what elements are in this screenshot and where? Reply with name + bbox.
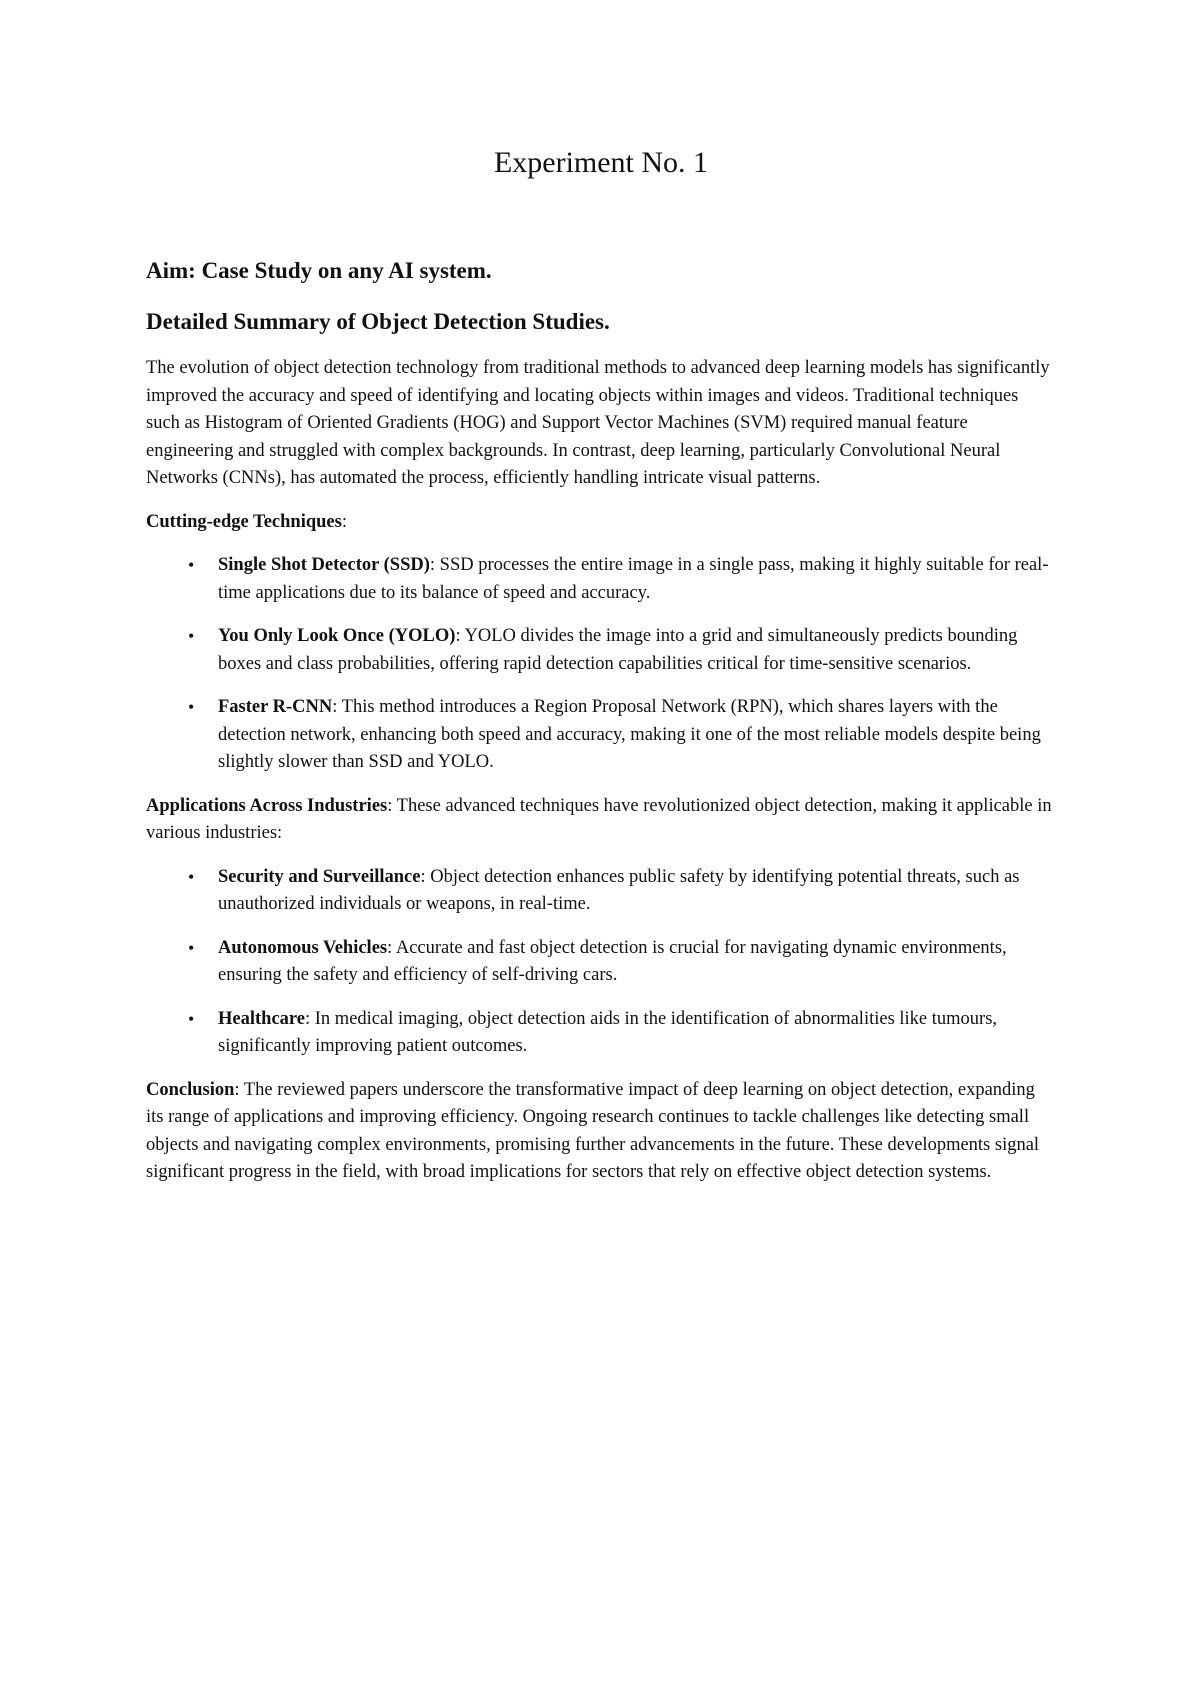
list-item-ssd	[146, 552, 1056, 607]
application-text: : In medical imaging, object detection aids in the identification of abnormalities like tumours, significantly improving patient outcomes.	[218, 1008, 998, 1056]
applications-intro: : These advanced techniques have revolutionized object detection, making it applicable in various industries:	[146, 795, 1052, 843]
techniques-list	[146, 552, 1056, 777]
technique-label: You Only Look Once (YOLO)	[218, 626, 456, 646]
application-label: Autonomous Vehicles	[218, 937, 388, 958]
techniques-heading-colon: :	[341, 511, 347, 532]
list-item-security	[146, 864, 1056, 919]
conclusion-heading: Conclusion	[146, 1079, 235, 1100]
applications-list	[146, 864, 1056, 1061]
intro-paragraph: The evolution of object detection technology from traditional methods to advanced deep learning models has significantly improved the accuracy and speed of identifying and locating objects within images and videos. Traditional techniques such as Histogram of Oriented Gradients (HOG) and Support Vector Machines (SVM) required manual feature engineering and struggled with complex backgrounds. In contrast, deep learning, particularly Convolutional Neural Networks (CNNs), has automated the process, efficiently handling intricate visual patterns.	[146, 358, 1050, 488]
page-title: Experiment No. 1	[493, 146, 709, 179]
technique-text: : SSD processes the entire image in a single pass, making it highly suitable for real-time applications due to its balance of speed and accuracy.	[218, 555, 1049, 603]
techniques-heading-paragraph	[146, 509, 1056, 537]
summary-heading: Detailed Summary of Object Detection Studies.	[146, 309, 610, 334]
bullet-icon: •	[188, 937, 195, 958]
bullet-icon: •	[188, 626, 195, 646]
aim-heading: Aim: Case Study on any AI system.	[146, 258, 492, 283]
application-label: Healthcare	[218, 1008, 305, 1029]
applications-paragraph	[146, 793, 1056, 848]
bullet-icon: •	[188, 555, 195, 575]
conclusion-text: : The reviewed papers underscore the transformative impact of deep learning on object detection, expanding its range of applications and improving efficiency. Ongoing research continues to tackle challenges like detecting small objects and navigating complex environments, promising further advancements in the future. These developments signal significant progress in the field, with broad implications for sectors that rely on effective object detection systems.	[146, 1079, 1040, 1182]
bullet-icon: •	[188, 866, 195, 887]
application-text: : Object detection enhances public safety by identifying potential threats, such as unauthorized individuals or weapons, in real-time.	[218, 866, 1020, 914]
applications-heading: Applications Across Industries	[146, 795, 388, 816]
document-body	[146, 355, 1056, 1203]
application-text: : Accurate and fast object detection is crucial for navigating dynamic environments, ensuring the safety and efficiency of self-driving cars.	[218, 937, 1007, 985]
application-label: Security and Surveillance	[218, 866, 421, 887]
technique-text: : This method introduces a Region Proposal Network (RPN), which shares layers with the detection network, enhancing both speed and accuracy, making it one of the most reliable models despite being slightly slower than SSD and YOLO.	[218, 697, 1041, 772]
bullet-icon: •	[188, 697, 195, 717]
technique-label: Faster R-CNN	[218, 697, 333, 717]
techniques-heading: Cutting-edge Techniques	[146, 511, 342, 532]
list-item-faster-rcnn	[146, 694, 1056, 777]
technique-label: Single Shot Detector (SSD)	[218, 555, 430, 575]
technique-text: : YOLO divides the image into a grid and simultaneously predicts bounding boxes and class probabilities, offering rapid detection capabilities critical for time-sensitive scenarios.	[218, 626, 1018, 674]
bullet-icon: •	[188, 1008, 195, 1029]
list-item-yolo	[146, 623, 1056, 678]
list-item-autonomous	[146, 935, 1056, 990]
conclusion-paragraph	[146, 1077, 1056, 1187]
list-item-healthcare	[146, 1006, 1056, 1061]
